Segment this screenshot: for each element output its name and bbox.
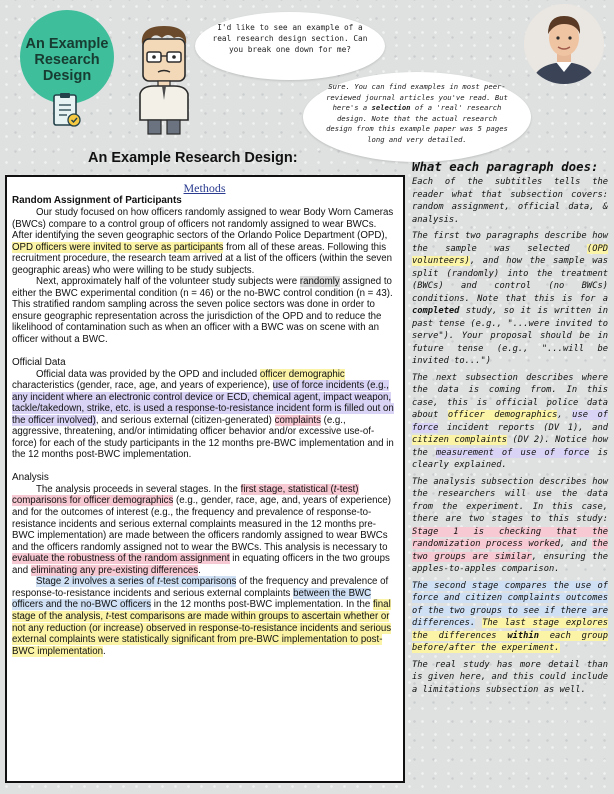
answer-text-2: of a 'real' research design. Note that the actual research design from this example paper was 5 pages long and very detailed. [326,103,508,144]
explanation-stages [412,580,608,655]
page-title: An Example Research Design: [88,150,298,166]
paragraph-analysis-stage-1 [12,484,397,576]
text-run: The last stage explores the differences [412,618,608,641]
highlight-stage-1: Stage 1 is checking that the randomization process worked [412,526,608,549]
text-run: final stage of the analysis, [12,599,391,622]
text-run: t [105,610,109,622]
text-run-bold: completed [412,306,460,316]
highlight-use-of-force: use of force [412,410,608,433]
text-run: into the treatment (BWCs) and control (no BWCs) conditions. Note that this is for a [412,268,609,304]
answer-text-1: Sure. You can find examples in most peer-reviewed journal articles you've read. But here's a [326,82,508,113]
highlight-robustness: evaluate the robustness of the random assignment [12,553,230,565]
text-run: is clearly explained. [412,447,608,470]
highlight-measurement: measurement of use of force [435,447,590,458]
text-run: The next subsection describes where the data is coming from. In this case, this is official police data about [412,372,608,420]
text-run: The analysis subsection describes how the researchers will use the data from the experiment. In this case, there are two stages to this study: [412,476,608,524]
highlight-groups-similar: the two groups are similar [412,539,608,562]
text-run: , [557,410,573,420]
text-run: -test) comparisons for officer demographics [12,483,359,507]
highlight-stage-2 [36,576,236,587]
text-run: from all of these areas. Following this recruitment procedure, the research team arrived at a list of the officers (within the seven geographic areas) who were willing to be study subjects. [12,241,392,276]
text-run: . [103,645,106,657]
explanation-column [412,159,608,700]
text-run: assigned to either the BWC experimental condition (n = 46) or the no-BWC control condition (n = 43). This stratified random sampling across the seven police sectors was done in order to ensure geographic representation across the jurisdiction of the OPD and to reduce the likelihood of contamination such as when an officer with a BWC was on scene with an officer without a BWC. [12,276,393,346]
paragraph-analysis-stage-2 [12,576,397,657]
avatar-portrait-icon [524,4,604,84]
highlight-pre-post: from pre-BWC implementation to post-BWC implementation [12,634,383,657]
explanation-subtitles: Each of the subtitles tells the reader what that subsection covers: random assignment, official data, & analysis. [412,177,608,225]
analysis-heading: Analysis [12,471,49,483]
text-run-bold: within [507,630,539,641]
explanation-data-source [412,372,608,472]
highlight-use-of-force: use of force incidents (e.g., any incident where an electronic control device or ECD, chemical agent, impact weapon, tackle/takedown, strike, etc. is used a response-to-resistance incident form is filled out on the officer involved) [12,380,394,426]
text-run: of the frequency and prevalence of response-to-resistance incidents and serious external complaints [12,576,389,599]
highlight-randomly: randomly [299,276,340,288]
text-run: characteristics (gender, race, age, and years of experience), [12,380,273,392]
highlight-opd-volunteers: OPD officers were invited to serve as participants [12,241,224,253]
text-run: in the 12 months post-BWC implementation. In the [151,599,373,611]
text-run: , ensuring the apples-to-apples comparison. [412,551,608,574]
text-run: t [333,483,337,495]
highlight-officer-demographics: officer demographics [447,410,558,420]
highlight-complaints: complaints [274,414,321,426]
text-run: The analysis proceeds in several stages. In the [36,483,241,495]
highlight-randomly: (randomly) [446,268,500,279]
text-run: , and serious external (citizen-generated) [95,414,275,426]
text-run: (DV 2). Notice how the [412,435,609,458]
explanation-sampling [412,230,608,368]
text-run: Next, approximately half of the volunteer study subjects were [36,276,300,288]
text-run: (e.g., gender, race, age, and, years of experience) and for the outcomes of interest (e.g., the frequency and prevalence of response-to-resistance incidents and serious external complaints measured in the 12 months pre-BWC implementation) are made between the officers randomly assigned to wear BWCs and the officers randomly assigned not to wear the BWCs. This analysis is necessary to [12,495,391,553]
text-run: t [157,576,160,588]
text-run: incident reports (DV 1), and [438,422,608,433]
text-run: Our study focused on how officers randomly assigned to wear Body Worn Cameras (BWCs) compare to a control group of officers not randomly assigned to wear BWCs. After identifying the seven geographic sectors of the Orlando Police Department (OPD), [12,207,394,242]
official-data-heading: Official Data [12,356,66,368]
text-run: (e.g., aggressive, threatening, and/or intimidating officer behavior and/or excessive use-of-force) for each of the study participants in the 12 months pre-BWC implementation and in the 12 months post-BWC implementation. [12,414,394,461]
explanation-limitations: The real study has more detail than is given here, and this could include a limitations subsection as well. [412,659,608,695]
explanation-analysis [412,476,608,576]
answer-speech-bubble [303,72,531,162]
cartoon-character-illustration [128,22,200,138]
paper-excerpt [5,175,405,783]
text-run: , and how the sample was split [412,256,608,279]
highlight-between-groups: between the BWC officers and the no-BWC officers [12,587,372,611]
text-run: in equating officers in the two groups and [12,553,390,576]
highlight-officer-demographic: officer demographic [259,368,345,380]
highlight-second-stage: The second stage compares the use of force and citizen complaints outcomes of the two groups to see if there are differences. [412,580,608,628]
explanation-title: What each paragraph does: [412,159,599,174]
text-run: study, so it is written in past tense (e.g., "...were invited to serve"). Your proposal should be in future tense (e.g., "...will be invited to...") [412,306,608,366]
methods-heading: Methods [183,181,226,195]
text-run: , and [560,539,593,549]
text-run: -test comparisons [159,576,237,588]
text-run: Official data was provided by the OPD and included [36,368,260,380]
paragraph-random-assignment [12,276,397,345]
text-run: Stage 2 involves a series of [36,576,158,588]
question-text: I'd like to see an example of a real research design section. Can you break one down for me? [212,23,368,54]
text-run: each group before/after the experiment. [412,630,608,653]
highlight-pre-existing-differences: eliminating any pre-existing differences [30,564,199,576]
text-run: The first two paragraphs describe how the sample was selected [412,231,608,254]
question-speech-bubble [195,12,385,80]
text-run: . [198,564,201,576]
presenter-avatar [524,4,604,84]
paragraph-official-data [12,369,397,461]
text-run: first stage, statistical ( [240,483,334,495]
highlight-opd-volunteers: (OPD volunteers) [412,243,608,266]
highlight-citizen-complaints: citizen complaints [412,435,508,445]
logo-title: An Example Research Design [25,36,109,84]
paragraph-recruitment [12,207,397,276]
document-icon [51,92,83,130]
answer-text-bold: selection [371,103,411,113]
logo-badge [20,10,114,104]
text-run: -test comparisons are made within groups to ascertain whether or not any reduction (or increase) observed in response-to-resistance incidents and serious external complaints were statistically significant [12,610,392,646]
random-assignment-heading: Random Assignment of Participants [12,195,182,206]
